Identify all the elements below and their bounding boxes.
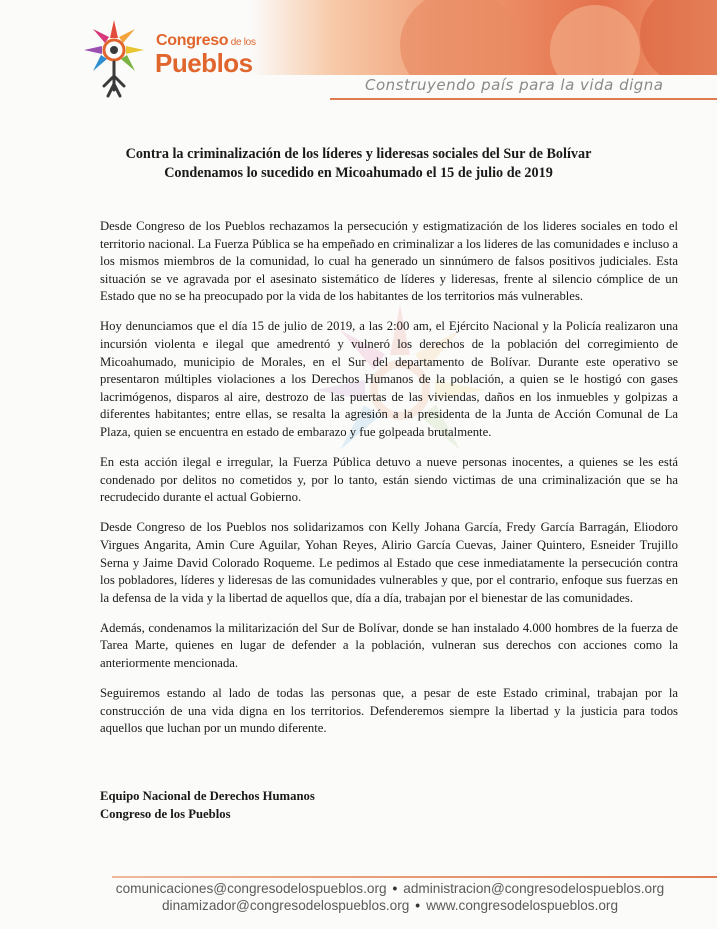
title-line-2: Condenamos lo sucedido en Micoahumado el 15 de julio de 2019 [164, 165, 553, 181]
logo-text-pueblos: Pueblos [155, 48, 253, 78]
document-title [60, 145, 657, 183]
letterhead [0, 0, 717, 110]
logo-text-de-los: de los [228, 37, 256, 48]
footer-rule [112, 876, 717, 878]
email-dinamizador-link[interactable]: dinamizador@congresodelospueblos.org [161, 898, 410, 913]
signature-block [100, 788, 500, 824]
email-administracion-link[interactable]: administracion@congresodelospueblos.org [403, 881, 665, 896]
paragraph: Desde Congreso de los Pueblos nos solidarizamos con Kelly Johana García, Fredy García Barragán, Eliodoro Virgues Angarita, Amin Cure Aguilar, Yohan Reyes, Alirio García Cuevas, Jainer Quintero, Esneider Trujillo Serna y Jaime David Colorado Roqueme. Le pedimos al Estado que cese inmediatamente la persecución contra los pobladores, líderes y lideresas de las comunidades vulnerables y que, por el contrario, enfoque sus fuerzas en la defensa de la vida y la libertad de aquellos que, día a día, trabajan por el bienestar de las comunidades. [100, 520, 678, 605]
sun-tree-logo-icon [78, 12, 158, 102]
separator: • [415, 898, 421, 913]
signature-line-1: Equipo Nacional de Derechos Humanos [100, 789, 315, 803]
header-rule [330, 98, 717, 100]
congreso-logo [78, 12, 268, 102]
paragraph: Además, condenamos la militarización del Sur de Bolívar, donde se han instalado 4.000 hombres de la fuerza de Tarea Marte, quienes en lugar de defender a la población, vulneran sus derechos con acciones como la anteriormente mencionada. [100, 620, 678, 671]
signature-line-2: Congreso de los Pueblos [100, 806, 231, 821]
title-line-1: Contra la criminalización de los líderes y lideresas sociales del Sur de Bolívar [125, 146, 592, 162]
website-link[interactable]: www.congresodelospueblos.org [426, 898, 619, 913]
paragraph: Desde Congreso de los Pueblos rechazamos la persecución y estigmatización de los lideres sociales en todo el territorio nacional. La Fuerza Pública se ha empeñado en criminalizar a los lideres de las comunidades e incluso a los mismos miembros de la comunidad, lo cual ha generado un sinnúmero de falsos positivos judiciales. Esta situación se ve agravada por el asesinato sistemático de líderes y lideresas, frente al silencio cómplice de un Estado que no se ha preocupado por la vida de los habitantes de los territorios más vulnerables. [100, 219, 678, 304]
document-body [100, 218, 678, 750]
slogan: Construyendo país para la vida digna [365, 76, 664, 94]
paragraph: En esta acción ilegal e irregular, la Fuerza Pública detuvo a nueve personas inocentes, a quienes se les está condenado por delitos no cometidos y, por lo tanto, están siendo victimas de una criminalización que se ha recrudecido durante el actual Gobierno. [100, 455, 678, 505]
email-comunicaciones-link[interactable]: comunicaciones@congresodelospueblos.org [115, 881, 387, 896]
paragraph: Seguiremos estando al lado de todas las personas que, a pesar de este Estado criminal, trabajan por la construcción de una vida digna en los territorios. Defenderemos siempre la libertad y la justicia para todos aquellos que luchan por un mundo diferente. [100, 686, 678, 736]
separator: • [392, 881, 398, 896]
paragraph: Hoy denunciamos que el día 15 de julio de 2019, a las 2:00 am, el Ejército Nacional y la Policía realizaron una incursión violenta e ilegal que amedrentó y vulneró los derechos de la población del corregimiento de Micoahumado, municipio de Morales, en el Sur del departamento de Bolívar. Durante este operativo se presentaron múltiples violaciones a los Derechos Humanos de la población, a quien se le hostigó con gases lacrimógenos, disparos al aire, destrozo de las puertas de las viviendas, daños en los inmuebles y golpizas a diferentes habitantes; entre ellas, se resalta la agresión a la presidenta de la Junta de Acción Comunal de La Plaza, quien se encuentra en estado de embarazo y fue golpeada brutalmente. [100, 319, 678, 440]
logo-text-congreso: Congreso [156, 32, 229, 49]
footer-contacts [80, 880, 700, 914]
header-photo-banner [250, 0, 717, 75]
